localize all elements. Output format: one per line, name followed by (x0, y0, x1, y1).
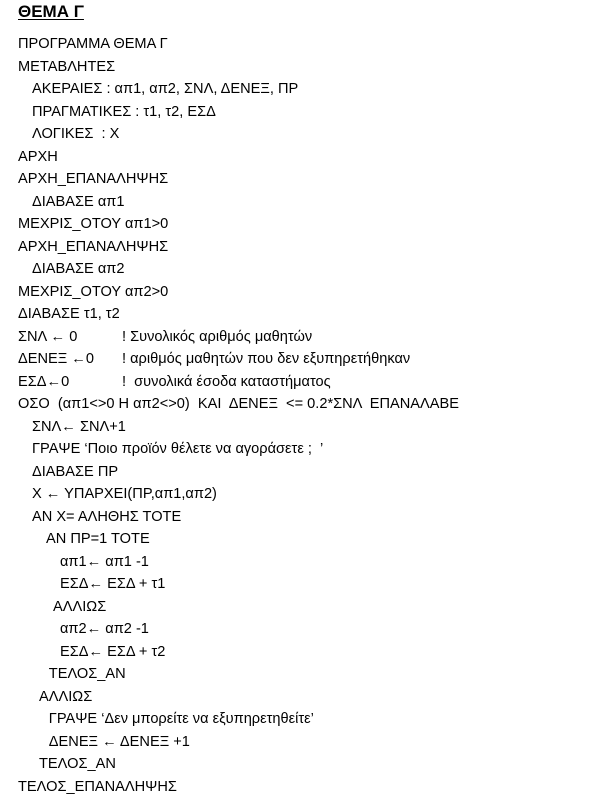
code-line (18, 776, 598, 798)
code-statement: ΕΣΔ←0 (18, 371, 69, 394)
code-statement: ΜΕΤΑΒΛΗΤΕΣ (18, 56, 115, 79)
code-line (18, 236, 598, 259)
code-statement: Χ ← ΥΠΑΡΧΕΙ(ΠΡ,απ1,απ2) (32, 483, 217, 506)
code-line (18, 753, 598, 776)
code-line (18, 393, 598, 416)
code-line (18, 416, 598, 439)
code-statement: ΤΕΛΟΣ_ΕΠΑΝΑΛΗΨΗΣ (18, 776, 177, 798)
code-line (18, 33, 598, 56)
code-statement: ΓΡΑΨΕ ‘Ποιο προϊόν θέλετε να αγοράσετε ; ’ (32, 438, 323, 461)
code-comment: ! αριθμός μαθητών που δεν εξυπηρετήθηκαν (122, 348, 410, 371)
code-line (18, 281, 598, 304)
code-line (18, 258, 598, 281)
code-statement: ΜΕΧΡΙΣ_ΟΤΟΥ απ2>0 (18, 281, 168, 304)
code-line (18, 56, 598, 79)
code-statement: ΔΕΝΕΞ ← ΔΕΝΕΞ +1 (49, 731, 190, 754)
code-statement: ΤΕΛΟΣ_ΑΝ (49, 663, 126, 686)
code-comment: ! συνολικά έσοδα καταστήματος (122, 371, 331, 394)
code-line (18, 78, 598, 101)
code-statement: ΑΝ ΠΡ=1 ΤΟΤΕ (46, 528, 150, 551)
page-title: ΘΕΜΑ Γ (18, 2, 84, 22)
code-statement: ΠΡΑΓΜΑΤΙΚΕΣ : τ1, τ2, ΕΣΔ (32, 101, 216, 124)
code-statement: ΔΕΝΕΞ ←0 (18, 348, 94, 371)
code-line (18, 101, 598, 124)
code-statement: ΑΛΛΙΩΣ (39, 686, 92, 709)
pseudocode-listing (18, 33, 598, 798)
code-statement: ΑΝ Χ= ΑΛΗΘΗΣ ΤΟΤΕ (32, 506, 181, 529)
code-line (18, 573, 598, 596)
code-statement: ΑΚΕΡΑΙΕΣ : απ1, απ2, ΣΝΛ, ΔΕΝΕΞ, ΠΡ (32, 78, 298, 101)
code-line (18, 618, 598, 641)
code-line (18, 686, 598, 709)
code-line (18, 168, 598, 191)
code-line (18, 708, 598, 731)
code-line (18, 371, 598, 394)
code-statement: ΔΙΑΒΑΣΕ ΠΡ (32, 461, 118, 484)
code-statement: ΛΟΓΙΚΕΣ : Χ (32, 123, 119, 146)
code-statement: ΑΡΧΗ_ΕΠΑΝΑΛΗΨΗΣ (18, 168, 168, 191)
code-line (18, 438, 598, 461)
code-line (18, 123, 598, 146)
code-statement: απ1← απ1 -1 (60, 551, 149, 574)
code-line (18, 528, 598, 551)
code-statement: ΕΣΔ← ΕΣΔ + τ1 (60, 573, 165, 596)
code-statement: ΕΣΔ← ΕΣΔ + τ2 (60, 641, 165, 664)
code-statement: ΜΕΧΡΙΣ_ΟΤΟΥ απ1>0 (18, 213, 168, 236)
code-statement: ΑΛΛΙΩΣ (53, 596, 106, 619)
code-statement: ΔΙΑΒΑΣΕ τ1, τ2 (18, 303, 120, 326)
code-statement: ΤΕΛΟΣ_ΑΝ (39, 753, 116, 776)
code-line (18, 663, 598, 686)
code-line (18, 191, 598, 214)
code-line (18, 348, 598, 371)
code-line (18, 506, 598, 529)
code-line (18, 551, 598, 574)
code-statement: ΔΙΑΒΑΣΕ απ1 (32, 191, 124, 214)
code-line (18, 596, 598, 619)
code-line (18, 483, 598, 506)
code-line (18, 731, 598, 754)
code-statement: ΑΡΧΗ (18, 146, 58, 169)
code-statement: ΣΝΛ← ΣΝΛ+1 (32, 416, 126, 439)
code-line (18, 461, 598, 484)
code-statement: ΑΡΧΗ_ΕΠΑΝΑΛΗΨΗΣ (18, 236, 168, 259)
code-statement: ΣΝΛ ← 0 (18, 326, 77, 349)
code-line (18, 303, 598, 326)
code-statement: απ2← απ2 -1 (60, 618, 149, 641)
code-statement: ΓΡΑΨΕ ‘Δεν μπορείτε να εξυπηρετηθείτε’ (49, 708, 314, 731)
code-statement: ΟΣΟ (απ1<>0 Η απ2<>0) ΚΑΙ ΔΕΝΕΞ <= 0.2*ΣΝΛ ΕΠΑΝΑΛΑΒΕ (18, 393, 459, 416)
code-line (18, 641, 598, 664)
code-comment: ! Συνολικός αριθμός μαθητών (122, 326, 312, 349)
code-line (18, 146, 598, 169)
code-statement: ΠΡΟΓΡΑΜΜΑ ΘΕΜΑ Γ (18, 33, 168, 56)
code-line (18, 213, 598, 236)
code-statement: ΔΙΑΒΑΣΕ απ2 (32, 258, 124, 281)
code-line (18, 326, 598, 349)
